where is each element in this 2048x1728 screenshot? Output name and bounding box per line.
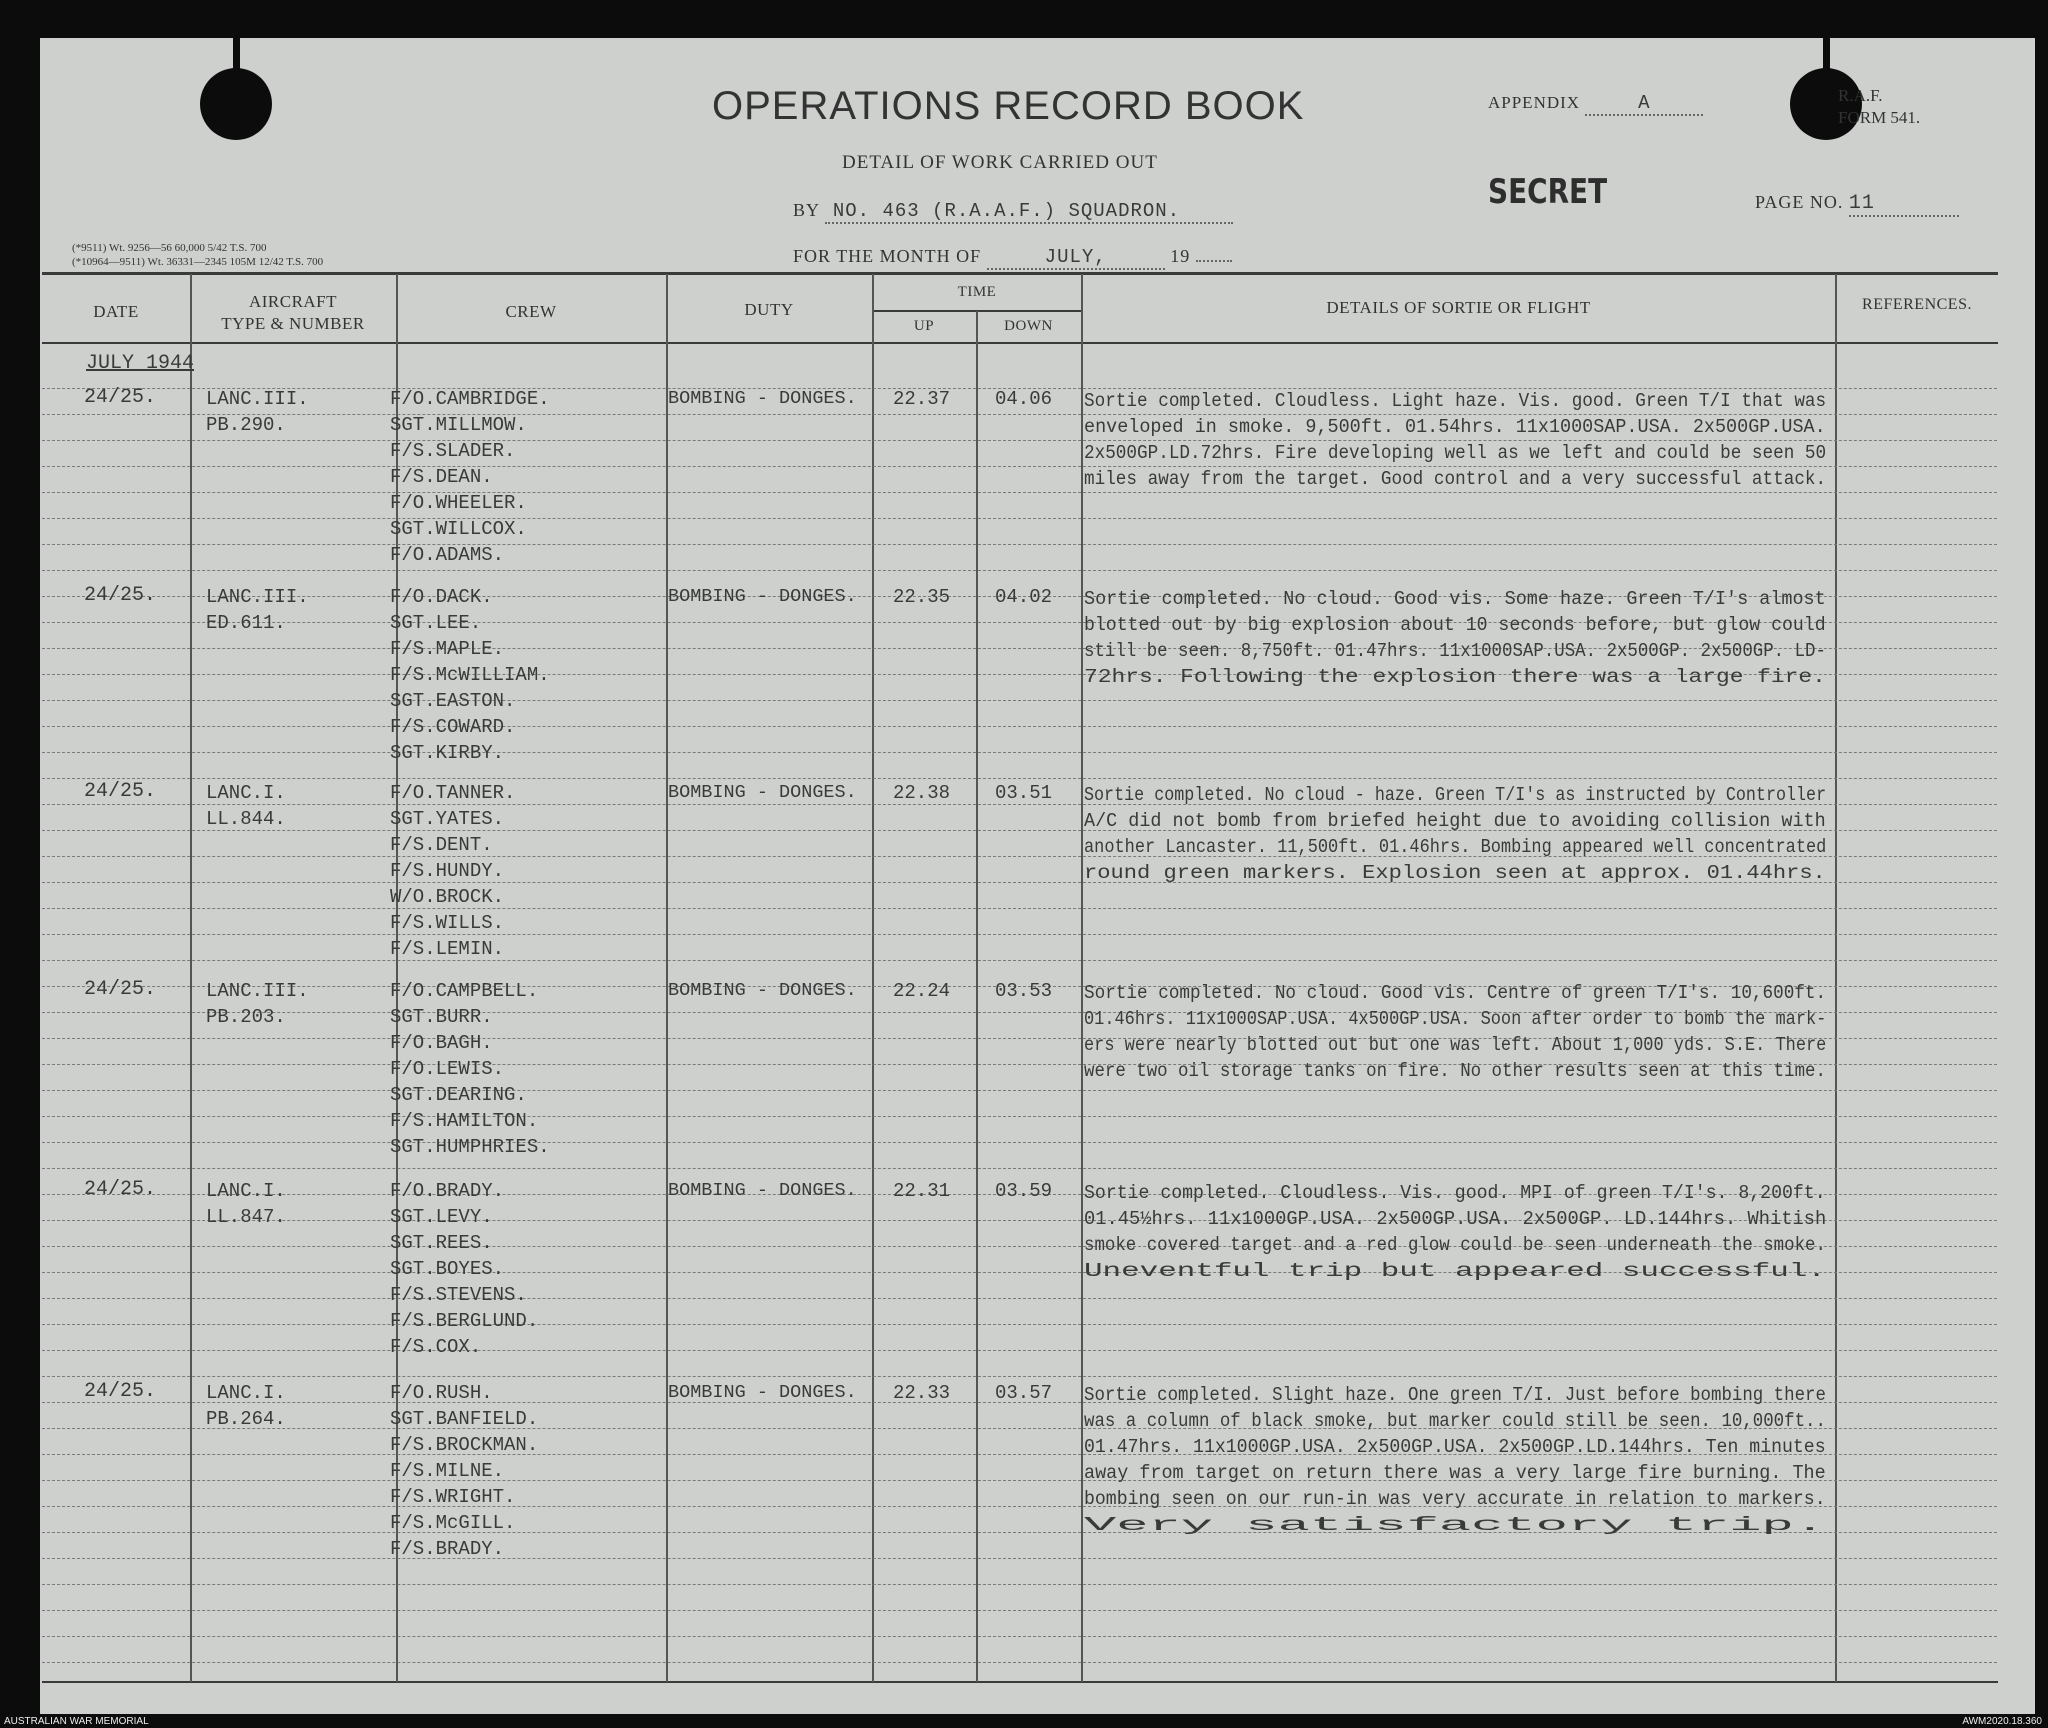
print-code-1: (*9511) Wt. 9256—56 60,000 5/42 T.S. 700 bbox=[72, 242, 267, 254]
details-line: Sortie completed. Slight haze. One green T/I. Just before bombing there bbox=[1084, 1384, 1826, 1406]
time-down: 03.57 bbox=[995, 1382, 1053, 1404]
duty: BOMBING - DONGES. bbox=[668, 980, 857, 1001]
details-line: still be seen. 8,750ft. 01.47hrs. 11x1000SAP.USA. 2x500GP. 2x500GP. LD- bbox=[1084, 640, 1826, 662]
time-down: 04.02 bbox=[995, 586, 1053, 608]
aircraft-number: PB.264. bbox=[206, 1408, 286, 1430]
crew-list bbox=[390, 1178, 538, 1360]
crew-member: F/S.WRIGHT. bbox=[390, 1486, 516, 1508]
ruled-line bbox=[42, 492, 1997, 493]
crew-member: F/S.BRADY. bbox=[390, 1538, 505, 1560]
time-down: 03.51 bbox=[995, 782, 1053, 804]
crew-member: F/O.CAMPBELL. bbox=[390, 980, 539, 1002]
ruled-line bbox=[42, 700, 1997, 701]
aircraft-type: LANC.I. bbox=[206, 1180, 286, 1202]
crew-member: SGT.HUMPHRIES. bbox=[390, 1136, 550, 1158]
crew-list bbox=[390, 584, 550, 766]
crew-member: F/O.WHEELER. bbox=[390, 492, 527, 514]
crew-member: SGT.BOYES. bbox=[390, 1258, 505, 1280]
ruled-line bbox=[42, 908, 1997, 909]
crew-member: F/S.HUNDY. bbox=[390, 860, 505, 882]
time-down: 03.59 bbox=[995, 1180, 1053, 1202]
details-line: Very satisfactory trip. bbox=[1084, 1514, 1827, 1536]
header-down: DOWN bbox=[1004, 318, 1053, 334]
aircraft-type: LANC.III. bbox=[206, 388, 309, 410]
appendix-line bbox=[1488, 92, 1703, 116]
secret-stamp: SECRET bbox=[1488, 172, 1608, 212]
aircraft-type: LANC.I. bbox=[206, 1382, 286, 1404]
ruled-line bbox=[42, 570, 1997, 571]
by-label: BY bbox=[793, 200, 820, 220]
time-up: 22.35 bbox=[893, 586, 951, 608]
crew-member: F/O.RUSH. bbox=[390, 1382, 493, 1404]
ruled-line bbox=[42, 1142, 1997, 1143]
header-time: TIME bbox=[957, 284, 997, 300]
crew-member: F/O.ADAMS. bbox=[390, 544, 505, 566]
crew-list bbox=[390, 386, 550, 568]
crew-member: F/S.DEAN. bbox=[390, 466, 493, 488]
details-line: ers were nearly blotted out but one was left. About 1,000 yds. S.E. There bbox=[1084, 1034, 1827, 1056]
ruled-line bbox=[42, 544, 1997, 545]
crew-member: SGT.KIRBY. bbox=[390, 742, 505, 764]
ruled-line bbox=[42, 1298, 1997, 1299]
crew-member: F/S.BERGLUND. bbox=[390, 1310, 539, 1332]
crew-list bbox=[390, 978, 550, 1160]
crew-member: SGT.BANFIELD. bbox=[390, 1408, 539, 1430]
form-label-1: R.A.F. bbox=[1838, 86, 1883, 105]
details-line: 72hrs. Following the explosion there was a large fire. bbox=[1084, 666, 1826, 688]
header-details: DETAILS OF SORTIE OR FLIGHT bbox=[1326, 298, 1591, 317]
aircraft-number: LL.847. bbox=[206, 1206, 286, 1228]
details-line: smoke covered target and a red glow could be seen underneath the smoke. bbox=[1084, 1234, 1826, 1256]
time-up: 22.24 bbox=[893, 980, 951, 1002]
crew-member: F/O.LEWIS. bbox=[390, 1058, 505, 1080]
duty: BOMBING - DONGES. bbox=[668, 388, 857, 409]
entry-date: 24/25. bbox=[84, 780, 157, 803]
aircraft-number: ED.611. bbox=[206, 612, 286, 634]
time-up: 22.33 bbox=[893, 1382, 951, 1404]
crew-member: SGT.EASTON. bbox=[390, 690, 516, 712]
crew-member: F/O.CAMBRIDGE. bbox=[390, 388, 550, 410]
appendix-value: A bbox=[1585, 92, 1703, 116]
details-line: bombing seen on our run-in was very accurate in relation to markers. bbox=[1084, 1488, 1826, 1510]
crew-member: F/S.DENT. bbox=[390, 834, 493, 856]
page-number: 11 bbox=[1849, 192, 1959, 217]
time-up: 22.38 bbox=[893, 782, 951, 804]
ruled-line bbox=[42, 1324, 1997, 1325]
crew-member: F/S.BROCKMAN. bbox=[390, 1434, 539, 1456]
details-line: round green markers. Explosion seen at approx. 01.44hrs. bbox=[1084, 862, 1826, 884]
details-line: A/C did not bomb from briefed height due to avoiding collision with bbox=[1084, 810, 1826, 832]
entry-date: 24/25. bbox=[84, 1380, 157, 1403]
month-heading: JULY 1944 bbox=[86, 352, 195, 375]
form-label-2: FORM 541. bbox=[1838, 108, 1921, 127]
page-subtitle: DETAIL OF WORK CARRIED OUT bbox=[842, 152, 1158, 173]
year-prefix: 19 bbox=[1170, 246, 1191, 266]
crew-member: F/S.LEMIN. bbox=[390, 938, 505, 960]
appendix-label: APPENDIX bbox=[1488, 93, 1581, 112]
details-line: enveloped in smoke. 9,500ft. 01.54hrs. 11x1000SAP.USA. 2x500GP.USA. bbox=[1084, 416, 1826, 438]
details-line: were two oil storage tanks on fire. No other results seen at this time. bbox=[1084, 1060, 1826, 1082]
crew-member: F/O.BRADY. bbox=[390, 1180, 505, 1202]
crew-member: SGT.REES. bbox=[390, 1232, 493, 1254]
col-divider-crew bbox=[666, 274, 668, 1682]
aircraft-type: LANC.I. bbox=[206, 782, 286, 804]
crew-member: F/O.BAGH. bbox=[390, 1032, 493, 1054]
crew-member: F/S.McGILL. bbox=[390, 1512, 516, 1534]
details-line: miles away from the target. Good control and a very successful attack. bbox=[1084, 468, 1827, 490]
crew-member: SGT.YATES. bbox=[390, 808, 505, 830]
crew-member: W/O.BROCK. bbox=[390, 886, 505, 908]
crew-member: F/S.COWARD. bbox=[390, 716, 516, 738]
time-down: 03.53 bbox=[995, 980, 1053, 1002]
aircraft-number: PB.290. bbox=[206, 414, 286, 436]
header-references: REFERENCES. bbox=[1862, 296, 1972, 313]
details-line: 2x500GP.LD.72hrs. Fire developing well as we left and could be seen 50 bbox=[1084, 442, 1827, 464]
header-date: DATE bbox=[93, 302, 139, 321]
header-bottom-rule bbox=[42, 342, 1998, 344]
entry-date: 24/25. bbox=[84, 386, 157, 409]
ruled-line bbox=[42, 518, 1997, 519]
ruled-line bbox=[42, 1168, 1997, 1169]
crew-member: F/O.DACK. bbox=[390, 586, 493, 608]
header-duty: DUTY bbox=[744, 300, 794, 319]
details-line: 01.47hrs. 11x1000GP.USA. 2x500GP.USA. 2x500GP.LD.144hrs. Ten minutes bbox=[1084, 1436, 1826, 1458]
col-divider-date bbox=[190, 274, 192, 1682]
ruled-line bbox=[42, 1610, 1997, 1611]
col-divider-time bbox=[1081, 274, 1083, 1682]
ruled-line bbox=[42, 1584, 1997, 1585]
crew-member: F/S.SLADER. bbox=[390, 440, 516, 462]
crew-member: SGT.LEE. bbox=[390, 612, 482, 634]
crew-member: F/S.MAPLE. bbox=[390, 638, 505, 660]
crew-member: SGT.LEVY. bbox=[390, 1206, 493, 1228]
page-number-line bbox=[1755, 192, 1959, 217]
duty: BOMBING - DONGES. bbox=[668, 1180, 857, 1201]
crew-member: F/S.McWILLIAM. bbox=[390, 664, 550, 686]
col-divider-duty bbox=[872, 274, 874, 1682]
sortie-details bbox=[1084, 782, 1950, 886]
details-line: blotted out by big explosion about 10 seconds before, but glow could bbox=[1084, 614, 1826, 636]
aircraft-number: PB.203. bbox=[206, 1006, 286, 1028]
aircraft-type: LANC.III. bbox=[206, 980, 309, 1002]
header-up: UP bbox=[913, 318, 935, 334]
crew-member: F/S.STEVENS. bbox=[390, 1284, 527, 1306]
crew-member: SGT.WILLCOX. bbox=[390, 518, 527, 540]
print-code-2: (*10964—9511) Wt. 36331—2345 105M 12/42 T.S. 700 bbox=[72, 256, 324, 268]
ruled-line bbox=[42, 960, 1997, 961]
details-line: 01.46hrs. 11x1000SAP.USA. 4x500GP.USA. Soon after order to bomb the mark- bbox=[1084, 1008, 1827, 1030]
ruled-line bbox=[42, 1558, 1997, 1559]
details-line: Sortie completed. No cloud. Good vis. Some haze. Green T/I's almost bbox=[1084, 588, 1826, 610]
crew-member: F/S.MILNE. bbox=[390, 1460, 505, 1482]
crew-member: F/O.TANNER. bbox=[390, 782, 516, 804]
details-line: Sortie completed. Cloudless. Vis. good. MPI of green T/I's. 8,200ft. bbox=[1084, 1182, 1826, 1204]
footer-id: AWM2020.18.360 bbox=[1962, 1716, 2042, 1727]
ruled-line bbox=[42, 1350, 1997, 1351]
month-value: JULY, bbox=[987, 246, 1165, 270]
aircraft-type: LANC.III. bbox=[206, 586, 309, 608]
crew-member: F/S.COX. bbox=[390, 1336, 482, 1358]
crew-member: SGT.BURR. bbox=[390, 1006, 493, 1028]
ruled-line bbox=[42, 1376, 1997, 1377]
sortie-details bbox=[1084, 586, 1915, 690]
details-line: Sortie completed. No cloud. Good vis. Centre of green T/I's. 10,600ft. bbox=[1084, 982, 1827, 1004]
ruled-line bbox=[42, 752, 1997, 753]
ruled-line bbox=[42, 726, 1997, 727]
time-up: 22.31 bbox=[893, 1180, 951, 1202]
sortie-details bbox=[1084, 388, 1903, 492]
ruled-line bbox=[42, 1636, 1997, 1637]
crew-member: SGT.MILLMOW. bbox=[390, 414, 527, 436]
details-line: Uneventful trip but appeared successful. bbox=[1084, 1260, 1826, 1282]
details-line: 01.45½hrs. 11x1000GP.USA. 2x500GP.USA. 2x500GP. LD.144hrs. Whitish bbox=[1084, 1208, 1827, 1230]
sortie-details bbox=[1084, 1180, 1915, 1284]
time-up: 22.37 bbox=[893, 388, 951, 410]
ruled-line bbox=[42, 1090, 1997, 1091]
details-line: away from target on return there was a very large fire burning. The bbox=[1084, 1462, 1826, 1484]
entry-date: 24/25. bbox=[84, 978, 157, 1001]
col-divider-up bbox=[976, 311, 978, 1682]
header-crew: CREW bbox=[505, 302, 557, 321]
sortie-details bbox=[1084, 980, 1938, 1084]
header-aircraft-2: TYPE & NUMBER bbox=[221, 314, 365, 333]
table-bottom-rule bbox=[42, 1681, 1998, 1683]
time-down: 04.06 bbox=[995, 388, 1053, 410]
duty: BOMBING - DONGES. bbox=[668, 782, 857, 803]
duty: BOMBING - DONGES. bbox=[668, 586, 857, 607]
crew-member: F/S.WILLS. bbox=[390, 912, 505, 934]
entry-date: 24/25. bbox=[84, 1178, 157, 1201]
page-number-label: PAGE NO. bbox=[1755, 192, 1844, 212]
ruled-line bbox=[42, 778, 1997, 779]
page-title: OPERATIONS RECORD BOOK bbox=[712, 84, 1305, 128]
month-line bbox=[793, 246, 1232, 270]
details-line: was a column of black smoke, but marker could still be seen. 10,000ft.. bbox=[1084, 1410, 1826, 1432]
details-line: Sortie completed. No cloud - haze. Green T/I's as instructed by Controller bbox=[1084, 784, 1827, 806]
duty: BOMBING - DONGES. bbox=[668, 1382, 857, 1403]
ruled-line bbox=[42, 1662, 1997, 1663]
entry-date: 24/25. bbox=[84, 584, 157, 607]
ruled-line bbox=[42, 1116, 1997, 1117]
sortie-details bbox=[1084, 1382, 1915, 1538]
crew-list bbox=[390, 1380, 538, 1562]
binder-hole-left bbox=[200, 68, 272, 140]
ruled-line bbox=[42, 934, 1997, 935]
header-aircraft-1: AIRCRAFT bbox=[248, 292, 338, 311]
by-line bbox=[793, 200, 1233, 224]
year-blank bbox=[1196, 260, 1232, 262]
details-line: Sortie completed. Cloudless. Light haze. Vis. good. Green T/I that was bbox=[1084, 390, 1827, 412]
footer-credit: AUSTRALIAN WAR MEMORIAL bbox=[4, 1716, 149, 1727]
month-label: FOR THE MONTH OF bbox=[793, 246, 982, 266]
details-line: another Lancaster. 11,500ft. 01.46hrs. Bombing appeared well concentrated bbox=[1084, 836, 1827, 858]
crew-member: SGT.DEARING. bbox=[390, 1084, 527, 1106]
crew-member: F/S.HAMILTON. bbox=[390, 1110, 539, 1132]
table-top-rule bbox=[42, 272, 1998, 275]
aircraft-number: LL.844. bbox=[206, 808, 286, 830]
crew-list bbox=[390, 780, 515, 962]
unit-name: NO. 463 (R.A.A.F.) SQUADRON. bbox=[825, 200, 1233, 224]
